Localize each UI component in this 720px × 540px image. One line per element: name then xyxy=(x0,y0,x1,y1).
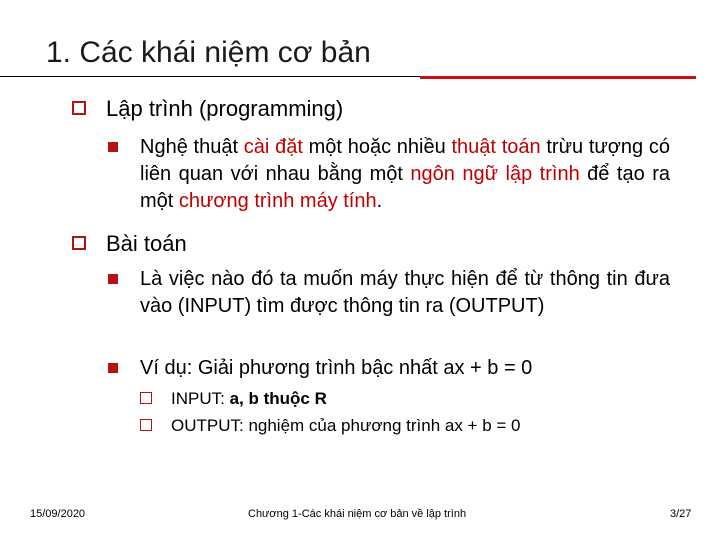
example-output-text: OUTPUT: nghiệm của phương trình ax + b = 0 xyxy=(171,416,521,435)
footer-date: 15/09/2020 xyxy=(30,508,86,520)
term-ngon-ngu-lap-trinh: ngôn ngữ lập trình xyxy=(410,163,580,185)
filled-square-bullet-icon xyxy=(108,274,118,284)
filled-square-bullet-icon xyxy=(108,363,118,373)
programming-definition-text: Nghệ thuật cài đặt một hoặc nhiều thuật toán trừu tượng có liên quan với nhau bằng một ngôn ngữ lập trình để tạo ra một chương trình máy tính. xyxy=(140,136,671,212)
programming-heading: Lập trình (programming) xyxy=(106,96,344,121)
problem-heading: Bài toán xyxy=(106,231,187,256)
footer-page-number: 3/27 xyxy=(670,508,692,520)
problem-example-text: Ví dụ: Giải phương trình bậc nhất ax + b = 0 xyxy=(140,357,533,379)
hollow-square-bullet-icon xyxy=(72,236,86,250)
slide-title: 1. Các khái niệm cơ bản xyxy=(46,36,371,69)
term-thuat-toan: thuật toán xyxy=(451,136,541,158)
term-cai-dat: cài đặt xyxy=(243,136,303,158)
filled-square-bullet-icon xyxy=(108,142,118,152)
hollow-square-bullet-icon xyxy=(140,392,152,404)
problem-definition-text: Là việc nào đó ta muốn máy thực hiện để từ thông tin đưa vào (INPUT) tìm được thông tin ra (OUTPUT) xyxy=(140,268,670,317)
input-value: a, b thuộc R xyxy=(229,389,327,408)
example-input-text: INPUT: a, b thuộc R xyxy=(171,389,327,408)
footer-chapter-title: Chương 1-Các khái niệm cơ bản về lập trình xyxy=(248,508,467,520)
hollow-square-bullet-icon xyxy=(140,419,152,431)
title-accent-bar xyxy=(420,76,696,79)
term-chuong-trinh-may-tinh: chương trình máy tính xyxy=(178,190,377,212)
hollow-square-bullet-icon xyxy=(72,101,86,115)
